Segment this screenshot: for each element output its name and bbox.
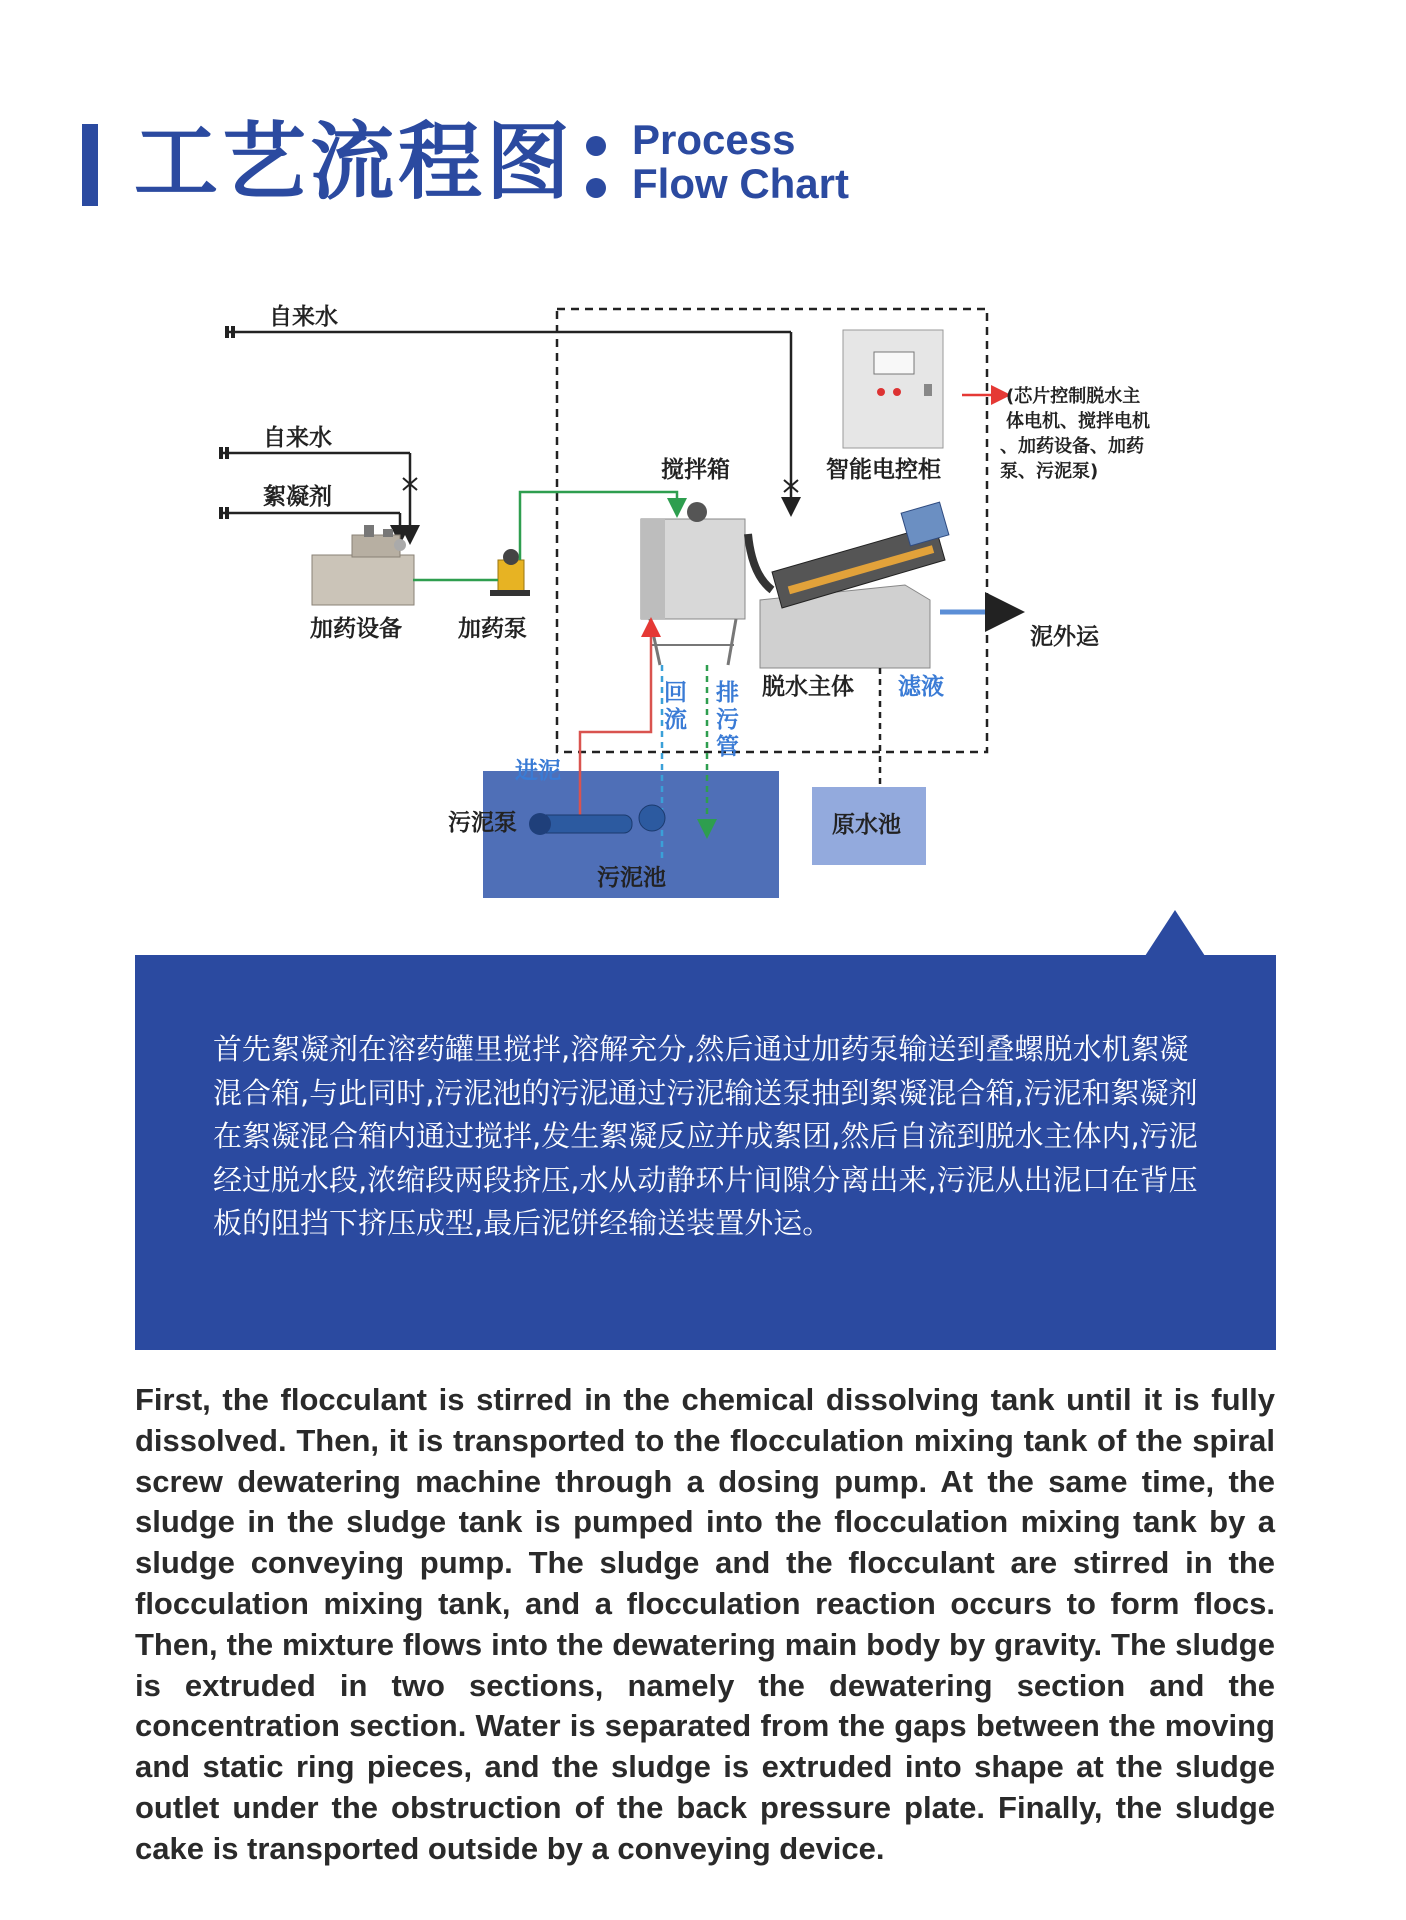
label-filtrate: 滤液 xyxy=(898,674,944,700)
label-tap-water-2: 自来水 xyxy=(263,425,332,451)
page-title-en-line2: Flow Chart xyxy=(632,160,849,207)
label-return-flow-2: 流 xyxy=(664,707,687,733)
dewatering-main-body-icon xyxy=(748,502,949,668)
label-raw-water-tank: 原水池 xyxy=(832,812,901,838)
label-control-cabinet: 智能电控柜 xyxy=(826,457,941,483)
description-en: First, the flocculant is stirred in the chemical dissolving tank until it is fully dissolved. Then, it is transported to the flocculation mixing tank of the spiral screw dewatering machine through a dosing pump. At the same time, the sludge in the sludge tank is pumped into the flocculation mixing tank by a sludge conveying pump. The sludge and the flocculant are stirred in the flocculation mixing tank, and a flocculation reaction occurs to form flocs. Then, the mixture flows into the dewatering main body by gravity. The sludge is extruded in two sections, namely the dewatering section and the concentration section. Water is separated from the gaps between the moving and static ring pieces, and the sludge is extruded into shape at the sludge outlet under the obstruction of the back pressure plate. Finally, the sludge cake is transported outside by a conveying device. xyxy=(135,1382,1275,1866)
label-dosing-equipment: 加药设备 xyxy=(310,616,402,642)
label-sludge-tank: 污泥池 xyxy=(597,865,666,891)
label-flocculant: 絮凝剂 xyxy=(263,484,332,510)
dosing-equipment-icon xyxy=(312,525,414,605)
process-flow-diagram xyxy=(0,0,1406,920)
dosing-pump-icon xyxy=(490,549,530,596)
label-drain-pipe-1: 排 xyxy=(716,680,739,706)
pipe-inlet-markers xyxy=(219,326,235,519)
label-dosing-pump: 加药泵 xyxy=(458,616,527,642)
label-tap-water-1: 自来水 xyxy=(269,304,338,330)
label-drain-pipe-2: 污 xyxy=(716,707,739,733)
control-note-line-1: (芯片控制脱水主 xyxy=(1006,386,1141,407)
control-note-line-2: 体电机、搅拌电机 xyxy=(1006,411,1150,432)
mixing-box-icon xyxy=(641,502,745,665)
label-sludge-pump: 污泥泵 xyxy=(448,810,517,836)
control-note-line-4: 泵、污泥泵) xyxy=(1000,461,1099,482)
description-cn: 首先絮凝剂在溶药罐里搅拌,溶解充分,然后通过加药泵输送到叠螺脱水机絮凝混合箱,与此同时,污泥池的污泥通过污泥输送泵抽到絮凝混合箱,污泥和絮凝剂在絮凝混合箱内通过搅拌,发生絮凝反应并成絮团,然后自流到脱水主体内,污泥经过脱水段,浓缩段两段挤压,水从动静环片间隙分离出来,污泥从出泥口在背压板的阻挡下挤压成型,最后泥饼经输送装置外运。 xyxy=(213,1032,1198,1240)
control-cabinet-icon xyxy=(843,330,943,448)
page-title-en-line1: Process xyxy=(632,116,796,163)
page-title-cn: 工艺流程图 xyxy=(134,113,575,211)
label-main-body: 脱水主体 xyxy=(762,674,854,700)
label-sludge-out: 泥外运 xyxy=(1030,624,1099,650)
label-drain-pipe-3: 管 xyxy=(716,734,739,760)
label-return-flow-1: 回 xyxy=(664,680,687,706)
label-sludge-inlet: 进泥 xyxy=(515,758,561,784)
label-mixing-box: 搅拌箱 xyxy=(661,457,730,483)
callout-pointer xyxy=(1145,910,1205,956)
valve-icon xyxy=(403,478,798,492)
control-note-line-3: 、加药设备、加药 xyxy=(1000,436,1144,457)
